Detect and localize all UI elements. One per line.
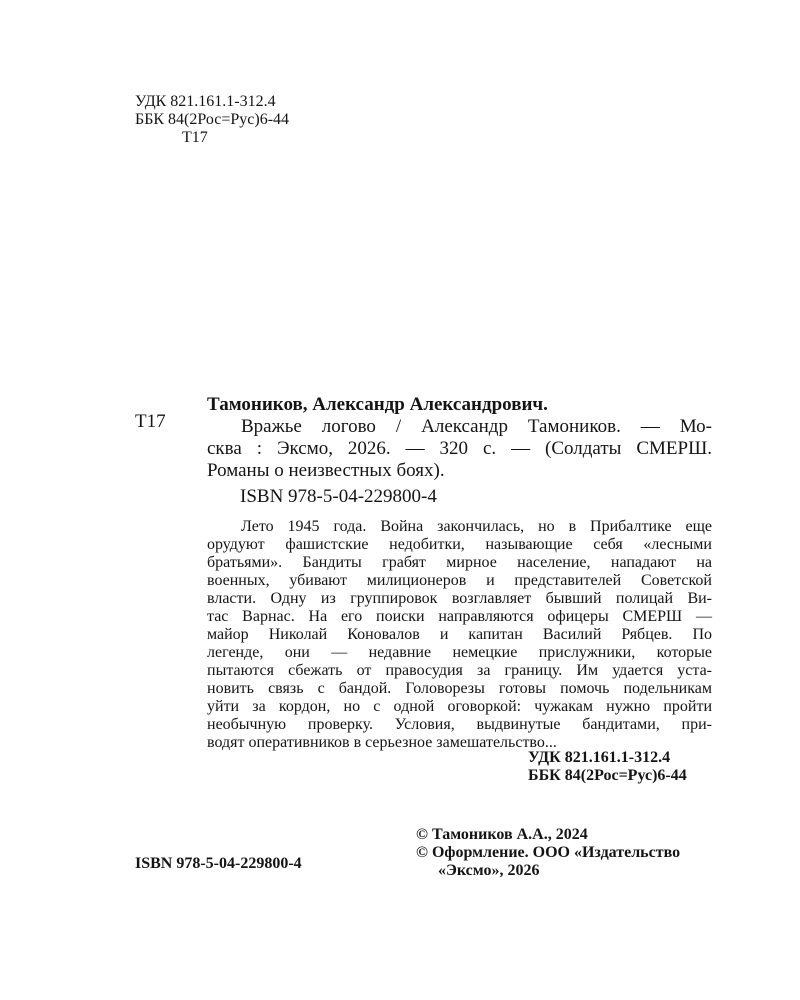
annotation-line: водят оперативников в серьезное замешательство... xyxy=(207,734,557,751)
annotation-line: уйти за кордон, но с одной оговоркой: чужакам нужно пройти xyxy=(207,698,712,715)
copyright-line: «Эксмо», 2026 xyxy=(438,862,540,879)
annotation-line: военных, убивают милиционеров и представителей Советской xyxy=(207,572,712,589)
entry-description xyxy=(207,416,712,482)
isbn-bottom: ISBN 978-5-04-229800-4 xyxy=(135,855,302,872)
copyright-block xyxy=(416,826,680,880)
entry-desc-text: сква : Эксмо, 2026. — 320 с. — (Солдаты СМЕРШ. xyxy=(207,438,712,459)
entry-desc-text: Вражье логово / Александр Тамоников. — Мо- xyxy=(241,416,712,437)
bibliographic-entry xyxy=(207,394,712,482)
classification-block-bottom xyxy=(528,749,687,785)
udk-code: УДК 821.161.1-312.4 xyxy=(528,749,671,766)
author-mark-code: Т17 xyxy=(182,129,208,146)
bbk-code: ББК 84(2Рос=Рус)6-44 xyxy=(135,111,290,128)
annotation-line: новить связь с бандой. Головорезы готовы помочь подельникам xyxy=(207,680,712,697)
annotation-line: братьями». Бандиты грабят мирное население, нападают на xyxy=(207,554,712,571)
annotation-line: необычную проверку. Условия, выдвинутые бандитами, при- xyxy=(207,716,712,733)
udk-code: УДК 821.161.1-312.4 xyxy=(135,93,276,110)
entry-desc-line xyxy=(207,438,712,460)
annotation-line: пытаются сбежать от правосудия за границу. Им удается уста- xyxy=(207,662,712,679)
annotation xyxy=(207,518,712,752)
annotation-line: легенде, они — недавние немецкие прислужники, которые xyxy=(207,644,712,661)
annotation-line: орудуют фашистские недобитки, называющие себя «лесными xyxy=(207,536,712,553)
copyright-line: © Тамоников А.А., 2024 xyxy=(416,826,588,843)
entry-heading: Тамоников, Александр Александрович. xyxy=(207,394,548,415)
author-mark-margin: Т17 xyxy=(135,411,166,432)
annotation-line: власти. Одну из группировок возглавляет бывший полицай Ви- xyxy=(207,590,712,607)
bbk-code: ББК 84(2Рос=Рус)6-44 xyxy=(528,767,687,784)
entry-desc-line xyxy=(207,416,712,438)
copyright-line: © Оформление. ООО «Издательство xyxy=(416,844,681,861)
isbn-main: ISBN 978-5-04-229800-4 xyxy=(240,486,437,507)
annotation-line: Лето 1945 года. Война закончилась, но в Прибалтике еще xyxy=(241,518,712,535)
entry-desc-line: Романы о неизвестных боях). xyxy=(207,460,445,481)
annotation-line: майор Николай Коновалов и капитан Василий Рябцев. По xyxy=(207,626,712,643)
annotation-line: тас Варнас. На его поиски направляются офицеры СМЕРШ — xyxy=(207,608,712,625)
classification-block-top xyxy=(135,93,289,147)
